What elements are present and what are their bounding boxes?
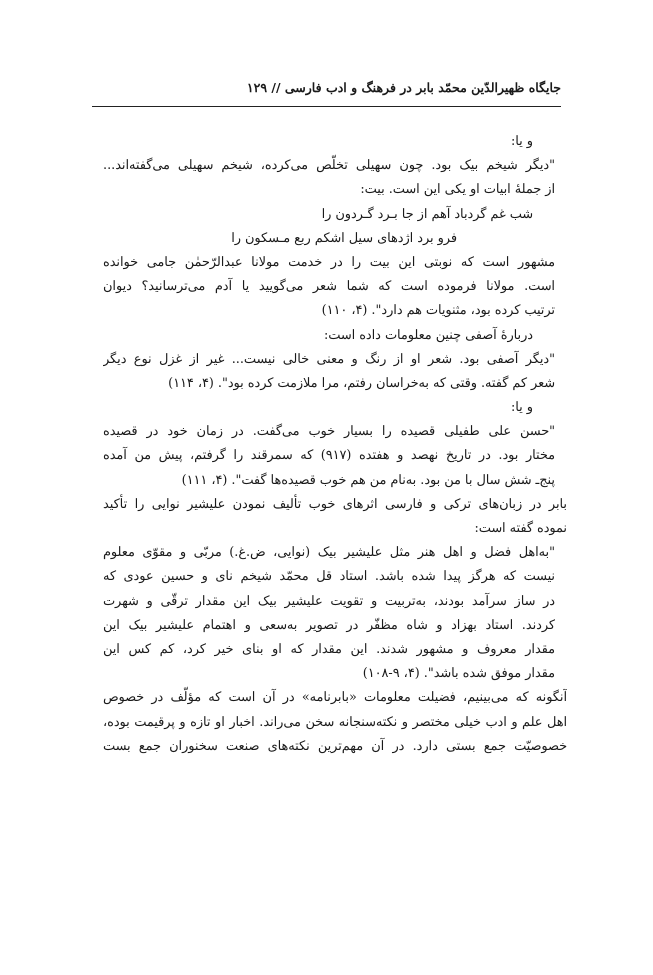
paragraph-line: آنگونه که می‌بینیم، فضیلت معلومات «بابرنامه» در آن است که مؤلّف در خصوص <box>103 690 567 706</box>
paragraph-line: نموده گفته است: <box>474 521 567 536</box>
quote-line: پنج‌ـ شش سال با من بود. به‌نام من هم خوب قصیده‌ها گفت". (۴، ۱۱۱) <box>181 472 555 488</box>
paragraph-line: خصوصیّت جمع بستی دارد. در آن مهم‌ترین نکته‌های صنعت سخنوران جمع بست <box>103 738 567 754</box>
quote-line: "به‌اهل فضل و اهل هنر مثل علیشیر بیک (نوایی، ض.غ.) مربّی و مقوّی معلوم <box>103 545 555 561</box>
header-divider <box>92 106 561 107</box>
quote-line: مقدار معروف و مشهور شدند. این مقدار که او بنای خیر کرد، کم کس این <box>103 641 555 657</box>
quote-line: "دیگر آصفی بود. شعر او از رنگ و معنی خالی نیست... غیر از غزل نوع دیگر <box>103 351 555 367</box>
quote-line: مقدار موفق شده باشد". (۴، ۹-۱۰۸) <box>362 666 555 682</box>
quote-line: نیست که هرگز پیدا شده باشد. استاد قل محمّد شیخم نای و حسین عودی که <box>103 569 555 585</box>
text-line: است. مولانا فرموده است که شما شعر می‌گویید یا آدم می‌ترسانید؟ دیوان <box>103 279 555 295</box>
text-line: ترتیب کرده بود، مثنویات هم دارد". (۴، ۱۱۰) <box>321 303 555 319</box>
quote-line: "حسن علی طفیلی قصیده را بسیار خوب می‌گفت. در زمان خود در قصیده <box>103 424 555 440</box>
quote-line: در ساز سرآمد بودند، به‌تربیت و تقویت علیشیر بیک این مقدار ترقّی و شهرت <box>103 593 555 609</box>
quote-line: مختار بود. در تاریخ نهصد و هفتده (۹۱۷) که سمرقند را گرفتم، پیش من آمده <box>103 448 555 464</box>
paragraph-line: اهل علم و ادب خیلی مختصر و نکته‌سنجانه سخن می‌راند. اخبار او تازه و پرقیمت بوده، <box>103 714 567 730</box>
quote-line: "دیگر شیخم بیک بود. چون سهیلی تخلّص می‌کرده، شیخم سهیلی می‌گفته‌اند... <box>103 158 555 174</box>
verse-line: فرو برد اژدهای سیل اشکم ربع مـسکون را <box>231 230 457 246</box>
page-body <box>103 130 567 759</box>
quote-line: شعر کم گفته. وقتی که به‌خراسان رفتم، مرا ملازمت کرده بود". (۴، ۱۱۴) <box>168 375 555 391</box>
text-line: مشهور است که نوبتی این بیت را در خدمت مولانا عبدالرّحمٰن جامی خوانده <box>103 254 555 270</box>
text-line: از جملهٔ ابیات او یکی این است. بیت: <box>360 182 555 198</box>
verse-line: شب غم گردباد آهم از جا بـرد گـردون را <box>321 206 533 222</box>
running-header: جایگاه ظهیرالدّین محمّد بابر در فرهنگ و ادب فارسی // ۱۲۹ <box>246 80 561 95</box>
quote-line: کردند. استاد بهزاد و شاه مظفّر در تصویر به‌سعی و اهتمام علیشیر بیک این <box>103 617 555 633</box>
paragraph-line: بابر در زبان‌های ترکی و فارسی اثرهای خوب تألیف نمودن علیشیر نوایی را تأکید <box>103 496 567 512</box>
text-line: دربارهٔ آصفی چنین معلومات داده است: <box>324 327 533 343</box>
text-line: و یا: <box>510 400 533 416</box>
text-line: و یا: <box>510 134 533 149</box>
